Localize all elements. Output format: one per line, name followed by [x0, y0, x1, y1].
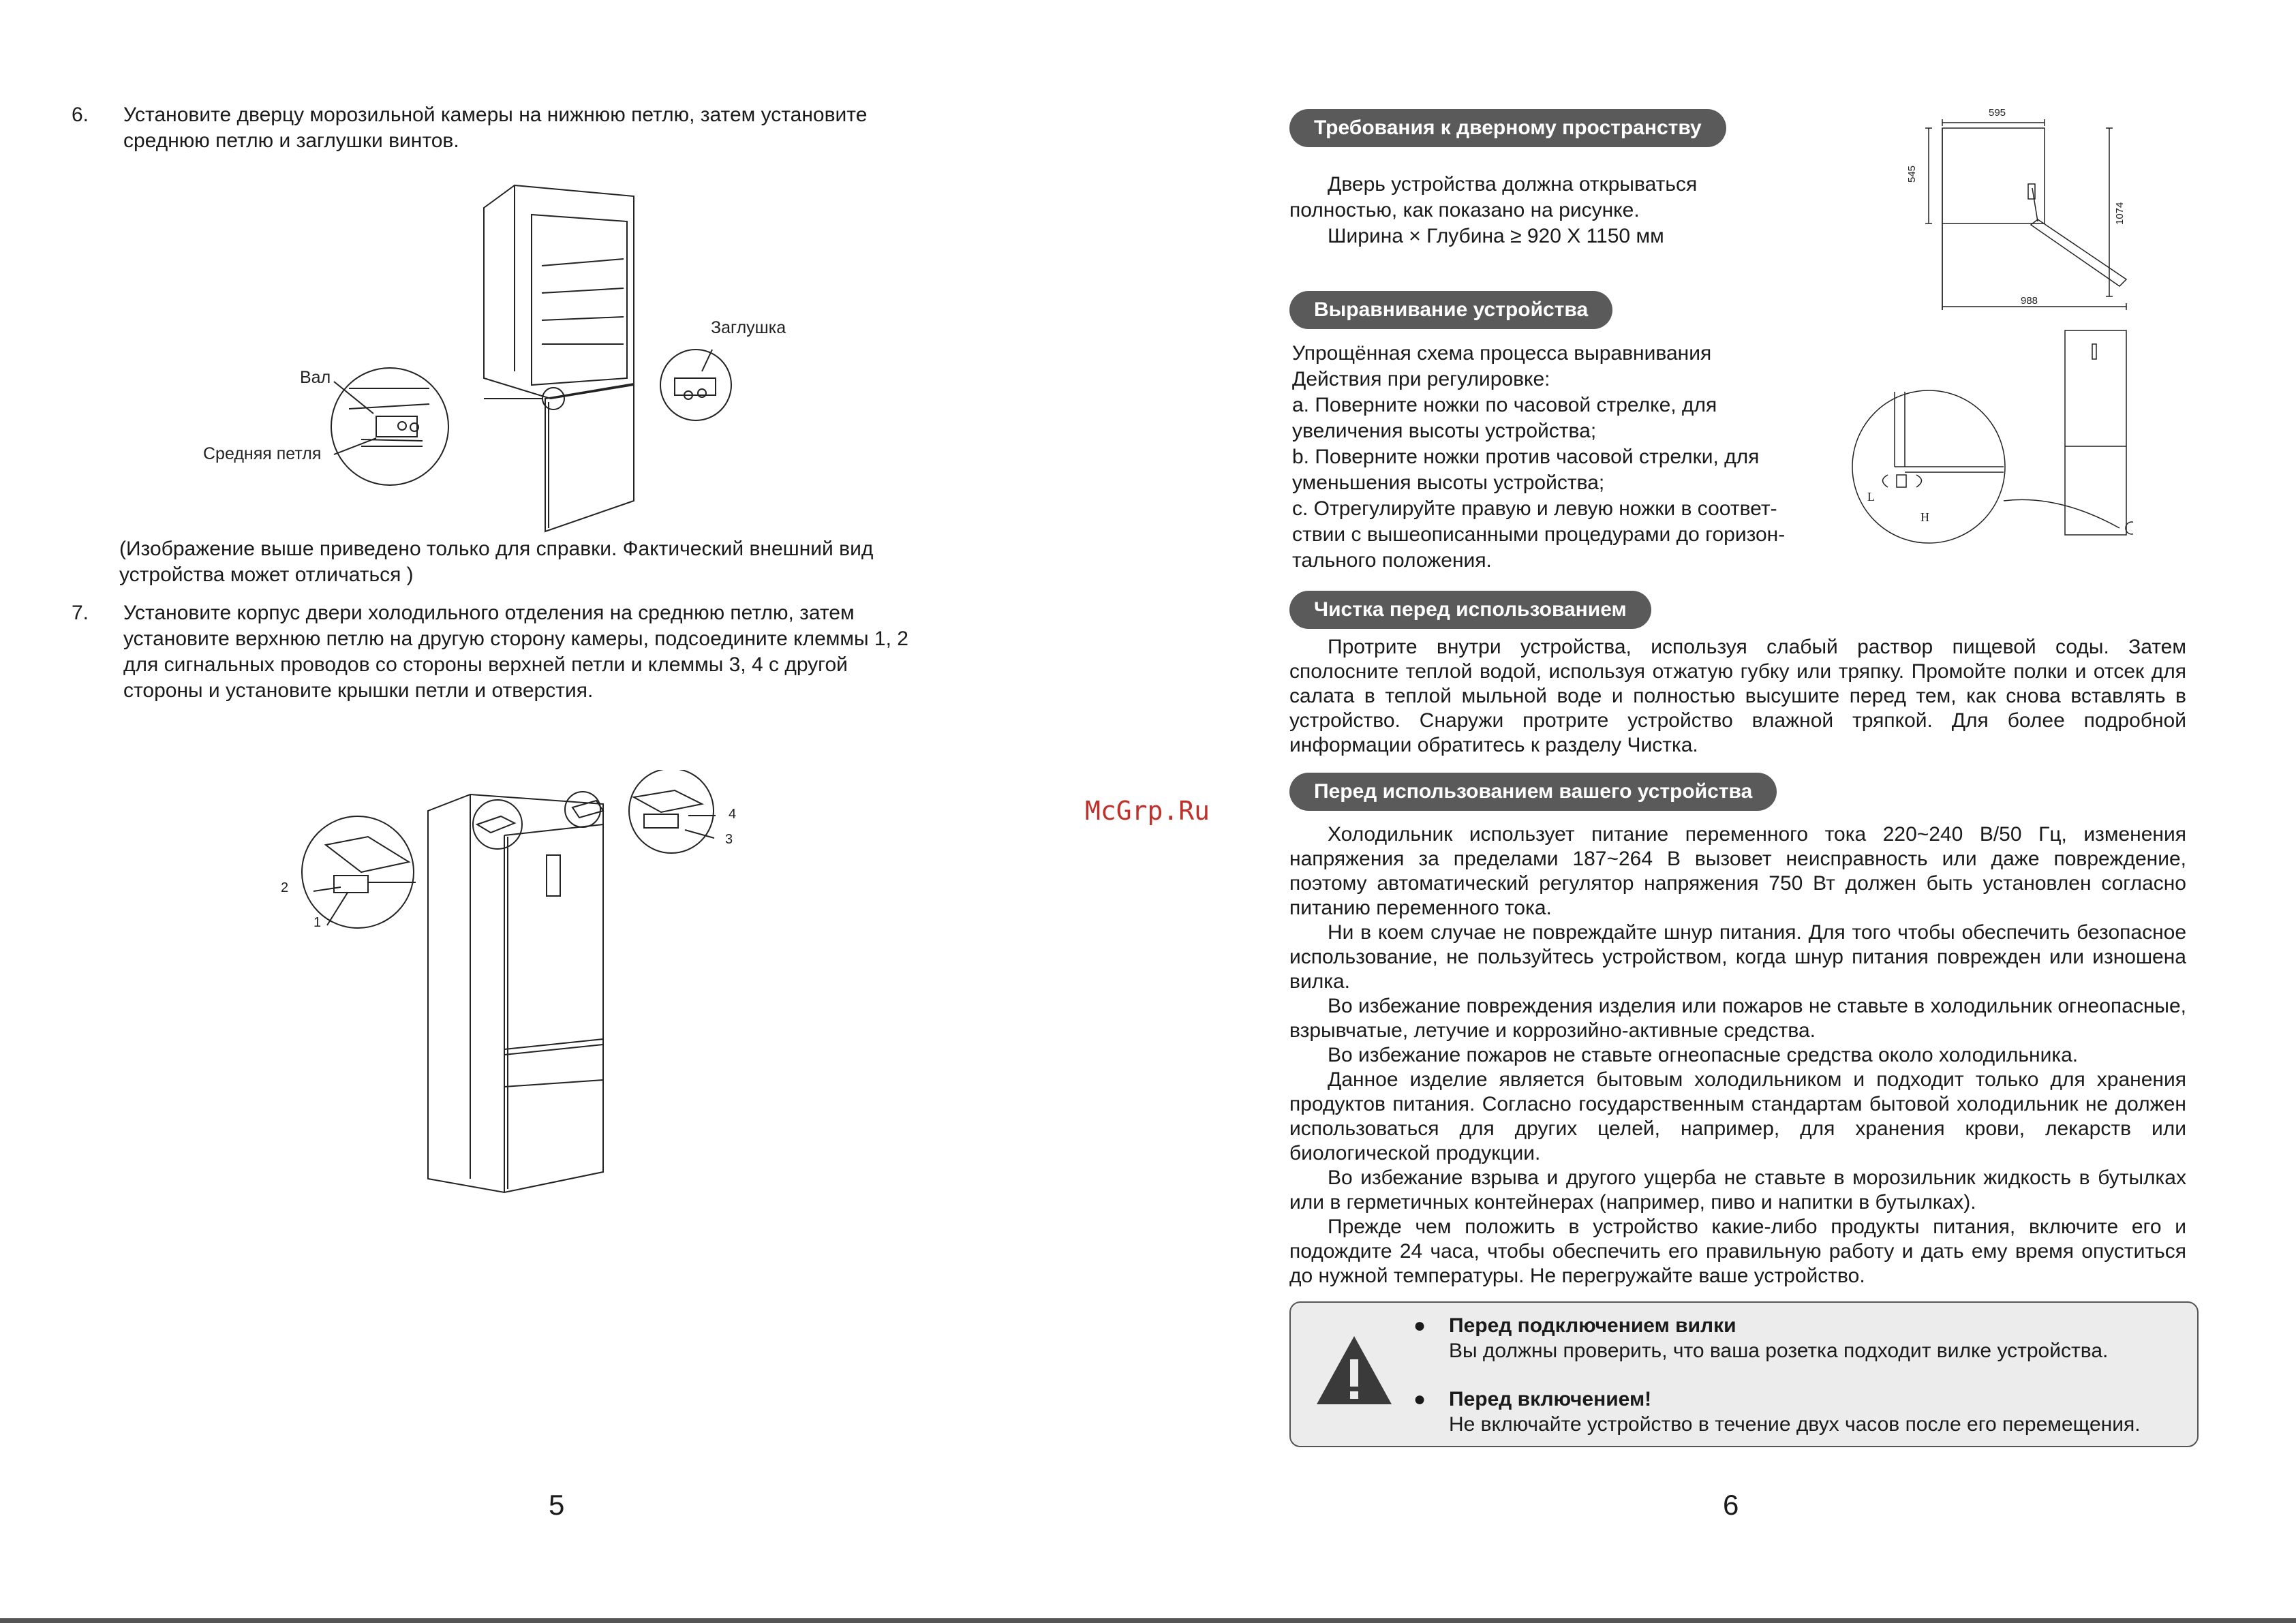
warning-item-2-text: Не включайте устройство в течение двух часов после его перемещения.: [1449, 1413, 2141, 1436]
label-val: Вал: [300, 368, 331, 387]
dim-left: 545: [1906, 165, 1918, 183]
watermark: McGrp.Ru: [1085, 796, 1210, 826]
heading-before-use: Перед использованием вашего устройства: [1289, 773, 1777, 811]
before-use-paragraph: Во избежание повреждения изделия или пожаров не ставьте в холодильник огнеопасные, взрывчатые, летучие и коррозийно-активные средства.: [1289, 995, 2186, 1042]
warning-box: [1289, 1301, 2199, 1447]
leveling-line: уменьшения высоты устройства;: [1292, 472, 1605, 494]
leveling-line: ствии с вышеописанными процедурами до горизон-: [1292, 523, 1786, 546]
dim-bottom: 988: [2021, 295, 2038, 307]
figure-middle-hinge-install: [198, 174, 811, 542]
leveling-text: [1292, 341, 1837, 574]
door-space-line: полностью, как показано на рисунке.: [1289, 199, 1640, 221]
before-use-paragraph: Прежде чем положить в устройство какие-либо продукты питания, включите его и подождите 24 часа, чтобы обеспечить его правильную работу и дать ему время опуститься до нужной температуры. Не перегружайте ваше устройство.: [1289, 1216, 2186, 1287]
cleaning-paragraph: Протрите внутри устройства, используя слабый раствор пищевой соды. Затем сполосните теплой водой, используя отжатую губку или тряпку. Промойте полки и отсек для салата в теплой мыльной воде и полностью высушите перед тем, как снова вставлять в устройство. Снаружи протрите устройство влажной тряпкой. Для более подробной информации обратитесь к разделу Чистка.: [1289, 636, 2186, 756]
dim-top: 595: [1989, 107, 2006, 119]
door-space-line: Ширина × Глубина ≥ 920 Х 1150 мм: [1328, 225, 1664, 247]
figure-top-hinge-install: [273, 770, 763, 1220]
leveling-line: тального положения.: [1292, 549, 1492, 572]
bullet-dot: ●: [1413, 1314, 1426, 1337]
before-use-paragraph: Ни в коем случае не повреждайте шнур питания. Для того чтобы обеспечить безопасное использование, не пользуйтесь устройством, когда шнур питания поврежден или изношена вилка.: [1289, 921, 2186, 993]
label-terminal-4: 4: [729, 807, 737, 822]
label-terminal-1: 1: [313, 915, 322, 930]
label-plug: Заглушка: [711, 318, 786, 337]
page-number-right: 6: [1723, 1489, 1739, 1521]
before-use-paragraph: Во избежание пожаров не ставьте огнеопасные средства около холодильника.: [1328, 1044, 2079, 1066]
leveling-label-l: L: [1867, 490, 1875, 504]
heading-leveling: Выравнивание устройства: [1289, 291, 1612, 329]
step-6-number: 6.: [72, 104, 89, 126]
page-number-left: 5: [549, 1489, 565, 1521]
label-terminal-2: 2: [281, 880, 289, 895]
reference-note-line: устройства может отличаться ): [119, 563, 414, 586]
step-7-line: для сигнальных проводов со стороны верхней петли и клеммы 3, 4 с другой: [123, 653, 848, 676]
dim-right: 1074: [2114, 202, 2126, 225]
warning-item-1-title: Перед подключением вилки: [1449, 1314, 1736, 1337]
bullet-dot: ●: [1413, 1388, 1426, 1410]
step-6-line: Установите дверцу морозильной камеры на нижнюю петлю, затем установите: [123, 104, 868, 126]
step-6-line: среднюю петлю и заглушки винтов.: [123, 129, 459, 152]
cleaning-text: [1289, 635, 2186, 758]
reference-note-line: (Изображение выше приведено только для справки. Фактический внешний вид: [119, 538, 874, 560]
before-use-paragraph: Данное изделие является бытовым холодильником и подходит только для хранения продуктов питания. Согласно государственным стандартам бытовой холодильник не должен использоваться для других целей, например, для хранения крови, лекарств или биологической продукции.: [1289, 1068, 2186, 1164]
leveling-line: a. Поверните ножки по часовой стрелке, для: [1292, 394, 1717, 416]
step-7-number: 7.: [72, 602, 89, 624]
step-6-text: [123, 102, 1009, 154]
leveling-line: увеличения высоты устройства;: [1292, 420, 1597, 442]
door-space-diagram: [1901, 102, 2147, 320]
warning-item-1-text: Вы должны проверить, что ваша розетка подходит вилке устройства.: [1449, 1340, 2109, 1362]
before-use-text: [1289, 822, 2186, 1288]
before-use-paragraph: Холодильник использует питание переменного тока 220~240 В/50 Гц, изменения напряжения за пределами 187~264 В вызовет неисправность или даже повреждение, поэтому автоматический регулятор напряжения 750 Вт должен быть установлен согласно питанию переменного тока.: [1289, 823, 2186, 919]
reference-note: [119, 536, 1005, 588]
warning-triangle-icon: [1314, 1333, 1394, 1407]
step-7-line: стороны и установите крышки петли и отверстия.: [123, 679, 594, 702]
warning-item-2-title: Перед включением!: [1449, 1388, 1652, 1410]
label-terminal-3: 3: [725, 832, 733, 847]
heading-cleaning: Чистка перед использованием: [1289, 591, 1651, 629]
before-use-paragraph: Во избежание взрыва и другого ущерба не ставьте в морозильник жидкость в бутылках или в герметичных контейнерах (например, пиво и напитки в бутылках).: [1289, 1166, 2186, 1214]
bottom-border: [0, 1618, 2296, 1623]
label-middle-hinge: Средняя петля: [203, 444, 322, 463]
door-space-text: [1289, 172, 1903, 249]
step-7-line: Установите корпус двери холодильного отделения на среднюю петлю, затем: [123, 602, 855, 624]
step-7-text: [123, 600, 1009, 704]
leveling-line: b. Поверните ножки против часовой стрелки, для: [1292, 446, 1760, 468]
leveling-label-h: H: [1920, 510, 1929, 524]
door-space-line: Дверь устройства должна открываться: [1328, 173, 1698, 196]
leveling-line: Упрощённая схема процесса выравнивания: [1292, 342, 1712, 365]
step-7-line: установите верхнюю петлю на другую сторону камеры, подсоедините клеммы 1, 2: [123, 628, 908, 650]
leveling-diagram: [1840, 324, 2133, 548]
leveling-line: c. Отрегулируйте правую и левую ножки в соответ-: [1292, 497, 1777, 520]
leveling-line: Действия при регулировке:: [1292, 368, 1550, 390]
heading-door-space: Требования к дверному пространству: [1289, 109, 1726, 147]
